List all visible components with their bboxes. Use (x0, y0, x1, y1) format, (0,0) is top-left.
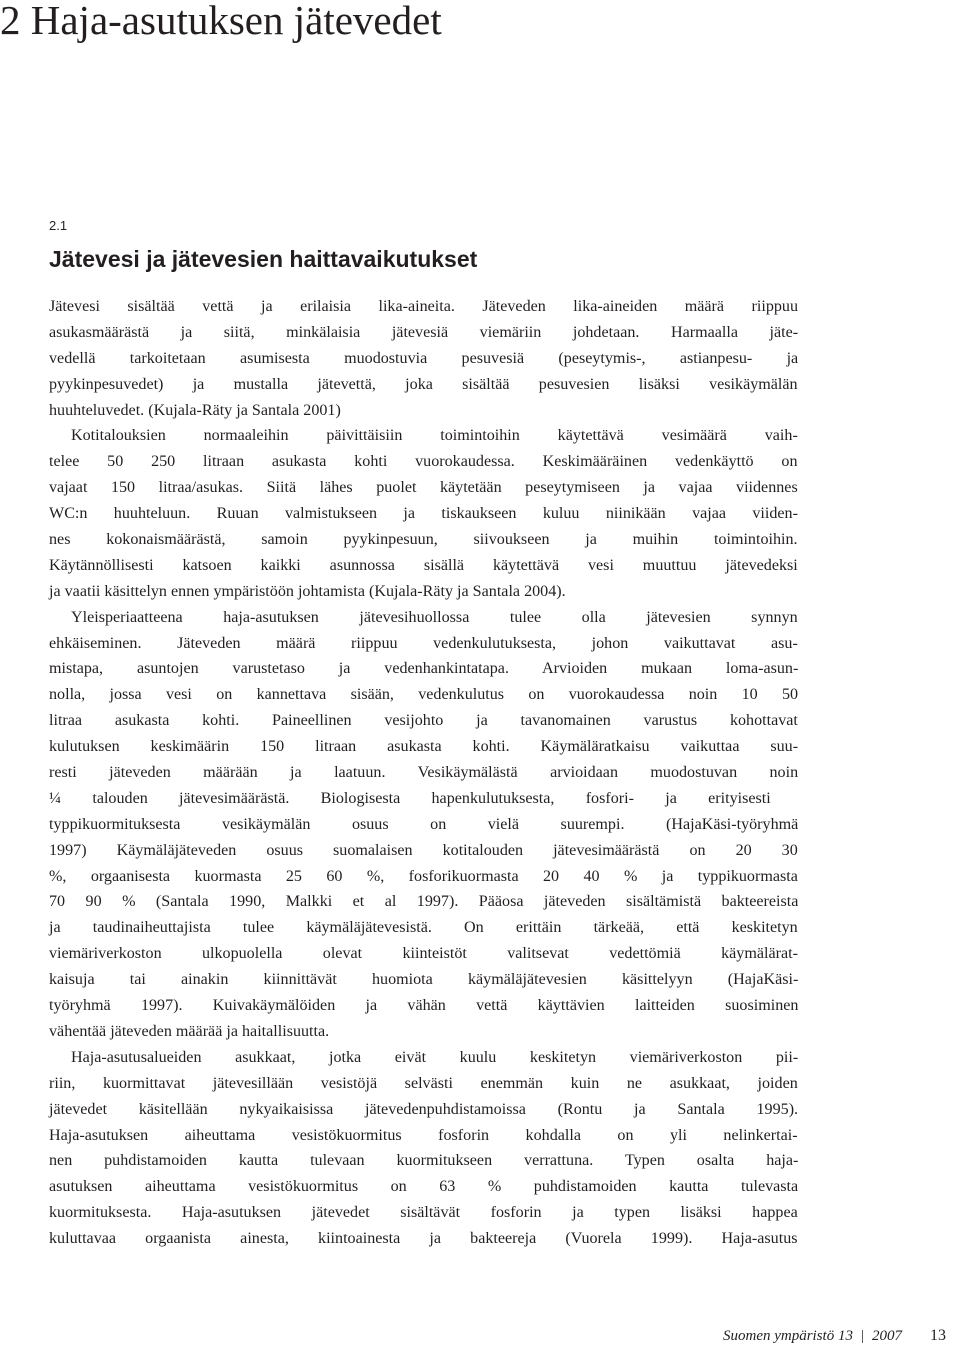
text-line: nen puhdistamoiden kautta tulevaan kuormitukseen verrattuna. Typen osalta haja- (49, 1152, 799, 1170)
text-line: resti jäteveden määrään ja laatuun. Vesikäymälästä arvioidaan muodostuvan noin (49, 764, 799, 782)
text-line: typpikuormituksesta vesikäymälän osuus on vielä suurempi. (HajaKäsi-työryhmä (49, 815, 799, 833)
text-line: Käytännöllisesti katsoen kaikki asunnossa sisällä käytettävä vesi muuttuu jätevedeksi (49, 556, 798, 574)
footer-publication: Suomen ympäristö 13 (722, 1328, 853, 1344)
text-line: jätevedet käsitellään nykyaikaisissa jätevedenpuhdistamoissa (Rontu ja Santala 1995). (49, 1100, 799, 1118)
text-line: vedellä tarkoitetaan asumisesta muodostuvia pesuvesiä (peseytymis-, astianpesu- ja (49, 349, 799, 367)
text-line: vähentää jäteveden määrää ja haitallisuutta. (49, 1022, 330, 1040)
text-line: asutuksen aiheuttama vesistökuormitus on 63 % puhdistamoiden kautta tulevasta (49, 1178, 799, 1196)
section-number: 2.1 (49, 218, 68, 233)
footer-year: 2007 (872, 1328, 902, 1344)
text-line: litraa asukasta kohti. Paineellinen vesijohto ja tavanomainen varustus kohottavat (49, 712, 798, 730)
text-line: pyykinpesuvedet) ja mustalla jätevettä, joka sisältää pesuvesien lisäksi vesikäymälän (49, 375, 798, 393)
text-line: ehkäiseminen. Jäteveden määrä riippuu vedenkulutuksesta, johon vaikuttavat asu- (49, 634, 798, 652)
text-line: kulutuksen keskimäärin 150 litraan asukasta kohti. Käymäläratkaisu vaikuttaa suu- (49, 738, 799, 756)
section-title: Jätevesi ja jätevesien haittavaikutukset (49, 246, 478, 272)
text-line: vajaat 150 litraa/asukas. Siitä lähes puolet käytetään peseytymiseen ja vajaa viidennes (49, 479, 798, 497)
text-line: kaisuja tai ainakin kiinnittävät huomiota käymäläjätevesien käsittelyyn (HajaKäsi- (49, 971, 799, 989)
text-line: 70 90 % (Santala 1990, Malkki et al 1997). Pääosa jäteveden sisältämistä bakteereista (49, 893, 799, 911)
text-line: Yleisperiaatteena haja-asutuksen jätevesihuollossa tulee olla jätevesien synnyn (71, 608, 798, 626)
text-line: huuhteluvedet. (Kujala-Räty ja Santala 2001) (49, 401, 341, 419)
text-line: Haja-asutusalueiden asukkaat, jotka eivät kuulu keskitetyn viemäriverkoston pii- (71, 1048, 799, 1066)
text-line: Haja-asutuksen aiheuttama vesistökuormitus fosforin kohdalla on yli nelinkertai- (49, 1126, 798, 1144)
footer-separator: | (860, 1328, 864, 1344)
page-number: 13 (930, 1327, 946, 1344)
text-line: Jätevesi sisältää vettä ja erilaisia lika-aineita. Jäteveden lika-aineiden määrä riippuu (49, 298, 799, 315)
text-line: viemäriverkoston ulkopuolella olevat kiinteistöt valitsevat vedettömiä käymälärat- (49, 945, 798, 963)
text-line: kuluttavaa orgaanista ainesta, kiintoainesta ja bakteereja (Vuorela 1999). Haja-asutus (49, 1230, 798, 1248)
text-line: WC:n huuhteluun. Ruuan valmistukseen ja tiskaukseen kuluu niinikään vajaa viiden- (49, 505, 798, 523)
text-line: Kotitalouksien normaaleihin päivittäisiin toimintoihin käytettävä vesimäärä vaih- (71, 427, 798, 445)
body-text (49, 294, 798, 1252)
chapter-title: 2 Haja-asutuksen jätevedet (0, 0, 442, 43)
text-line: ¼ talouden jätevesimäärästä. Biologisesta hapenkulutuksesta, fosfori- ja erityisesti (49, 789, 771, 807)
text-line: nolla, jossa vesi on kannettava sisään, vedenkulutus on vuorokaudessa noin 10 50 (49, 686, 799, 704)
text-line: ja taudinaiheuttajista tulee käymäläjätevesistä. On erittäin tärkeää, että keskitetyn (49, 919, 798, 937)
text-line: ja vaatii käsittelyn ennen ympäristöön johtamista (Kujala-Räty ja Santala 2004). (49, 582, 566, 600)
text-line: %, orgaanisesta kuormasta 25 60 %, fosforikuormasta 20 40 % ja typpikuormasta (49, 867, 798, 885)
text-line: 1997) Käymäläjäteveden osuus suomalaisen kotitalouden jätevesimäärästä on 20 30 (49, 841, 798, 859)
text-line: mistapa, asuntojen varustetaso ja vedenhankintatapa. Arvioiden mukaan loma-asun- (49, 660, 799, 678)
text-line: asukasmäärästä ja siitä, minkälaisia jätevesiä viemäriin johdetaan. Harmaalla jäte- (49, 323, 799, 341)
text-line: nes kokonaismäärästä, samoin pyykinpesuun, siivoukseen ja muihin toimintoihin. (49, 531, 798, 549)
text-line: telee 50 250 litraan asukasta kohti vuorokaudessa. Keskimääräinen vedenkäyttö on (49, 453, 798, 471)
text-line: työryhmä 1997). Kuivakäymälöiden ja vähän vettä käyttävien laitteiden suosiminen (49, 997, 799, 1015)
text-line: riin, kuormittavat jätevesillään vesistöjä selvästi enemmän kuin ne asukkaat, joiden (49, 1074, 798, 1092)
text-line: kuormituksesta. Haja-asutuksen jätevedet sisältävät fosforin ja typen lisäksi happea (49, 1204, 798, 1222)
page-footer (723, 1326, 946, 1346)
